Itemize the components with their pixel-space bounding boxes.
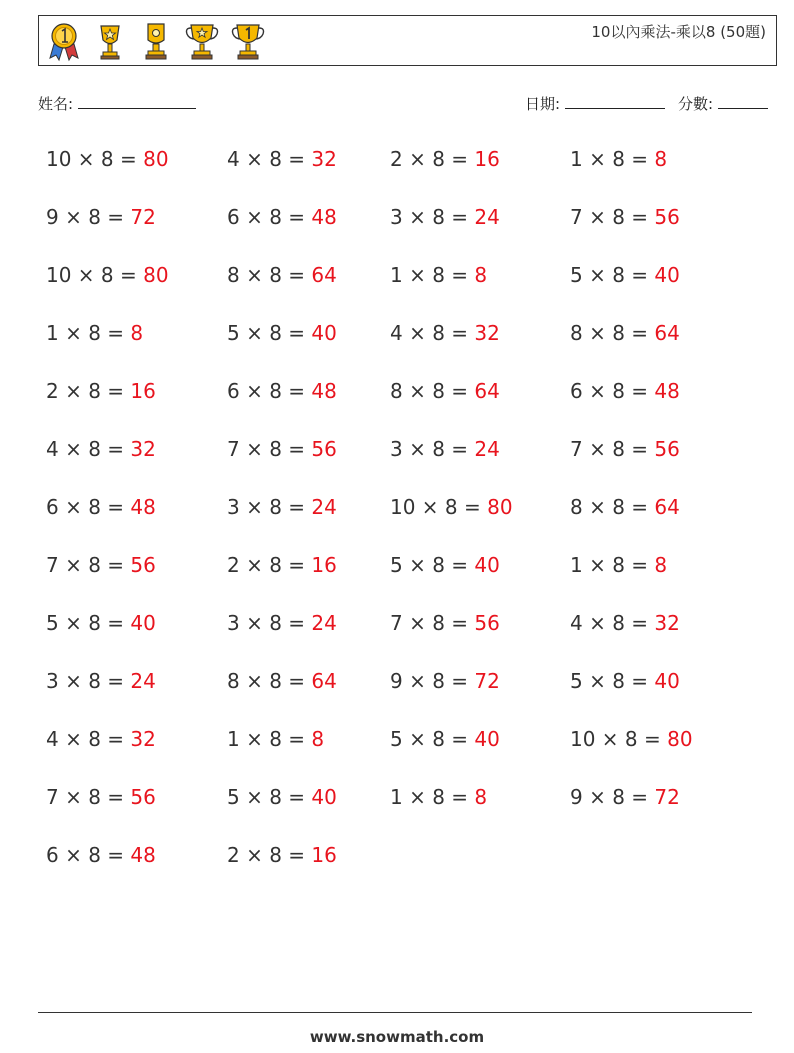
problem-item <box>390 437 500 461</box>
problem-item <box>46 205 156 229</box>
footer-divider <box>38 1012 752 1013</box>
problem-item <box>570 205 680 229</box>
problem-question: 4 × 8 = <box>570 611 649 635</box>
problem-question: 3 × 8 = <box>46 669 125 693</box>
problem-answer: 24 <box>474 205 500 229</box>
problem-question: 6 × 8 = <box>227 205 306 229</box>
problem-item <box>570 379 680 403</box>
score-label: 分數: <box>678 95 714 113</box>
date-field[interactable] <box>525 93 665 114</box>
problem-item <box>570 147 667 171</box>
problem-answer: 40 <box>654 263 680 287</box>
problem-question: 7 × 8 = <box>46 785 125 809</box>
problem-question: 7 × 8 = <box>570 437 649 461</box>
problem-question: 8 × 8 = <box>227 669 306 693</box>
problem-question: 4 × 8 = <box>46 727 125 751</box>
problem-answer: 32 <box>130 437 156 461</box>
problem-item <box>570 321 680 345</box>
problem-answer: 32 <box>474 321 500 345</box>
problem-answer: 56 <box>654 205 680 229</box>
problem-item <box>46 727 156 751</box>
problem-question: 8 × 8 = <box>390 379 469 403</box>
problem-item <box>227 843 337 867</box>
problem-question: 3 × 8 = <box>227 495 306 519</box>
problem-question: 9 × 8 = <box>390 669 469 693</box>
problem-question: 3 × 8 = <box>227 611 306 635</box>
problem-question: 4 × 8 = <box>46 437 125 461</box>
problem-question: 5 × 8 = <box>227 321 306 345</box>
trophy-star-icon <box>183 20 221 62</box>
problem-item <box>390 205 500 229</box>
problem-item <box>227 785 337 809</box>
problem-item <box>227 437 337 461</box>
problem-item <box>390 727 500 751</box>
problem-answer: 40 <box>474 553 500 577</box>
problem-item <box>570 437 680 461</box>
problem-question: 5 × 8 = <box>570 263 649 287</box>
problem-answer: 80 <box>143 147 169 171</box>
problem-question: 7 × 8 = <box>390 611 469 635</box>
problem-answer: 8 <box>654 553 668 577</box>
problem-answer: 48 <box>130 495 156 519</box>
problem-item <box>390 263 487 287</box>
problem-answer: 40 <box>311 321 337 345</box>
problem-answer: 8 <box>474 263 488 287</box>
trophy-one-icon <box>229 20 267 62</box>
problem-item <box>570 669 680 693</box>
problem-question: 5 × 8 = <box>390 727 469 751</box>
problem-answer: 48 <box>130 843 156 867</box>
problem-answer: 24 <box>311 611 337 635</box>
problem-item <box>570 495 680 519</box>
problem-answer: 16 <box>311 843 337 867</box>
problem-answer: 32 <box>311 147 337 171</box>
problem-item <box>390 669 500 693</box>
problem-question: 1 × 8 = <box>390 263 469 287</box>
problem-answer: 80 <box>143 263 169 287</box>
problem-answer: 48 <box>311 379 337 403</box>
problem-answer: 32 <box>654 611 680 635</box>
score-field[interactable] <box>678 93 768 114</box>
problem-item <box>46 611 156 635</box>
problem-item <box>227 205 337 229</box>
problem-question: 10 × 8 = <box>46 147 137 171</box>
problem-item <box>46 785 156 809</box>
name-field[interactable] <box>38 93 196 114</box>
problem-question: 9 × 8 = <box>570 785 649 809</box>
problem-question: 5 × 8 = <box>46 611 125 635</box>
problem-question: 9 × 8 = <box>46 205 125 229</box>
problem-item <box>46 379 156 403</box>
header-box <box>38 15 777 66</box>
problem-question: 2 × 8 = <box>390 147 469 171</box>
problem-question: 10 × 8 = <box>390 495 481 519</box>
problem-question: 3 × 8 = <box>390 437 469 461</box>
problem-question: 4 × 8 = <box>227 147 306 171</box>
problem-item <box>46 843 156 867</box>
problem-question: 10 × 8 = <box>46 263 137 287</box>
problem-answer: 32 <box>130 727 156 751</box>
problem-item <box>390 785 487 809</box>
problem-item <box>390 321 500 345</box>
problem-question: 6 × 8 = <box>570 379 649 403</box>
trophy-star-icon <box>91 20 129 62</box>
problem-question: 10 × 8 = <box>570 727 661 751</box>
name-label: 姓名: <box>38 95 74 113</box>
problem-question: 5 × 8 = <box>227 785 306 809</box>
problem-item <box>570 553 667 577</box>
problem-item <box>570 727 693 751</box>
problem-answer: 24 <box>311 495 337 519</box>
score-blank[interactable] <box>718 94 768 109</box>
problem-answer: 8 <box>654 147 668 171</box>
problem-question: 7 × 8 = <box>227 437 306 461</box>
problem-item <box>390 553 500 577</box>
problem-question: 7 × 8 = <box>46 553 125 577</box>
problem-question: 4 × 8 = <box>390 321 469 345</box>
problem-question: 5 × 8 = <box>390 553 469 577</box>
problem-answer: 56 <box>474 611 500 635</box>
problem-item <box>227 495 337 519</box>
problem-question: 2 × 8 = <box>227 843 306 867</box>
problem-item <box>227 611 337 635</box>
problem-question: 1 × 8 = <box>390 785 469 809</box>
problem-item <box>227 669 337 693</box>
problem-item <box>227 727 324 751</box>
problem-item <box>227 321 337 345</box>
problem-question: 6 × 8 = <box>46 843 125 867</box>
problem-question: 1 × 8 = <box>46 321 125 345</box>
problem-question: 8 × 8 = <box>570 321 649 345</box>
problem-answer: 40 <box>311 785 337 809</box>
problem-answer: 64 <box>474 379 500 403</box>
problem-answer: 56 <box>311 437 337 461</box>
problem-answer: 64 <box>311 263 337 287</box>
problem-item <box>390 379 500 403</box>
problem-answer: 24 <box>130 669 156 693</box>
problem-item <box>227 263 337 287</box>
problem-question: 6 × 8 = <box>227 379 306 403</box>
problem-answer: 16 <box>474 147 500 171</box>
problem-item <box>570 611 680 635</box>
problem-item <box>227 379 337 403</box>
problem-item <box>46 437 156 461</box>
date-label: 日期: <box>525 95 561 113</box>
problem-answer: 8 <box>130 321 144 345</box>
problem-item <box>390 611 500 635</box>
problem-question: 8 × 8 = <box>227 263 306 287</box>
problem-answer: 40 <box>474 727 500 751</box>
problem-item <box>227 147 337 171</box>
problem-answer: 56 <box>654 437 680 461</box>
problem-item <box>46 147 169 171</box>
date-blank[interactable] <box>565 94 665 109</box>
problem-answer: 72 <box>474 669 500 693</box>
problem-question: 1 × 8 = <box>570 147 649 171</box>
problem-item <box>227 553 337 577</box>
problem-item <box>46 321 143 345</box>
problem-item <box>46 669 156 693</box>
problem-answer: 80 <box>487 495 513 519</box>
problem-answer: 56 <box>130 553 156 577</box>
problem-answer: 48 <box>654 379 680 403</box>
problem-answer: 8 <box>474 785 488 809</box>
problem-answer: 56 <box>130 785 156 809</box>
problem-question: 1 × 8 = <box>227 727 306 751</box>
name-blank[interactable] <box>78 94 196 109</box>
problem-question: 2 × 8 = <box>227 553 306 577</box>
problem-answer: 72 <box>654 785 680 809</box>
problem-item <box>46 495 156 519</box>
problem-answer: 40 <box>654 669 680 693</box>
problem-answer: 16 <box>130 379 156 403</box>
problem-question: 2 × 8 = <box>46 379 125 403</box>
problem-answer: 16 <box>311 553 337 577</box>
problem-answer: 80 <box>667 727 693 751</box>
problem-item <box>46 263 169 287</box>
problem-item <box>570 263 680 287</box>
problem-answer: 40 <box>130 611 156 635</box>
problem-answer: 64 <box>654 321 680 345</box>
award-icons <box>45 20 267 62</box>
problem-question: 6 × 8 = <box>46 495 125 519</box>
problem-answer: 64 <box>654 495 680 519</box>
problem-item <box>570 785 680 809</box>
problem-question: 7 × 8 = <box>570 205 649 229</box>
problem-answer: 8 <box>311 727 325 751</box>
problem-item <box>46 553 156 577</box>
problem-answer: 24 <box>474 437 500 461</box>
problem-question: 1 × 8 = <box>570 553 649 577</box>
problem-answer: 64 <box>311 669 337 693</box>
problem-answer: 72 <box>130 205 156 229</box>
problem-question: 3 × 8 = <box>390 205 469 229</box>
problem-item <box>390 147 500 171</box>
problem-question: 8 × 8 = <box>570 495 649 519</box>
problem-question: 5 × 8 = <box>570 669 649 693</box>
problem-answer: 48 <box>311 205 337 229</box>
worksheet-title: 10以內乘法-乘以8 (50題) <box>591 23 766 41</box>
trophy-icon <box>137 20 175 62</box>
footer-site: www.snowmath.com <box>309 1028 485 1046</box>
medal-icon <box>45 20 83 62</box>
problem-item <box>390 495 513 519</box>
